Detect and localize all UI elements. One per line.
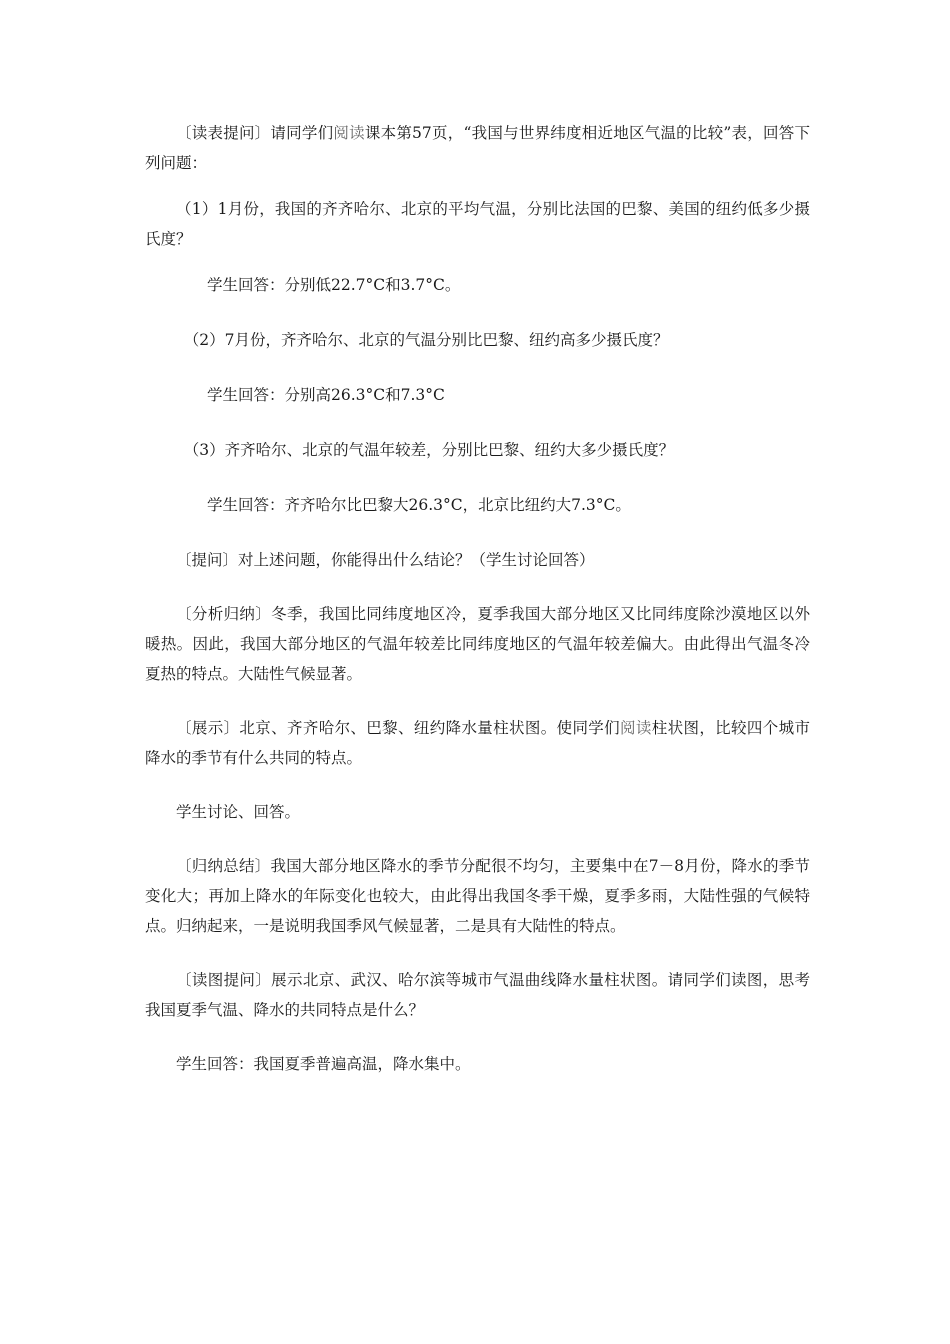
paragraph-analysis-summary: 〔分析归纳〕冬季，我国比同纬度地区冷，夏季我国大部分地区又比同纬度除沙漠地区以外暖热。因此，我国大部分地区的气温年较差比同纬度地区的气温年较差偏大。由此得出气温冬冷夏热的特点。大陆性气候显著。 xyxy=(145,605,810,683)
student-answer-3: 学生回答：齐齐哈尔比巴黎大26.3°C，北京比纽约大7.3°C。 xyxy=(207,496,631,514)
paragraph-read-chart-question: 〔读图提问〕展示北京、武汉、哈尔滨等城市气温曲线降水量柱状图。请同学们读图，思考我国夏季气温、降水的共同特点是什么？ xyxy=(145,971,810,1019)
paragraph-conclusion-summary: 〔归纳总结〕我国大部分地区降水的季节分配很不均匀，主要集中在7－8月份，降水的季节变化大；再加上降水的年际变化也较大，由此得出我国冬季干燥，夏季多雨，大陆性强的气候特点。归纳起来，一是说明我国季风气候显著，二是具有大陆性的特点。 xyxy=(145,857,810,935)
student-answer-1: 学生回答：分别低22.7°C和3.7°C。 xyxy=(207,276,461,294)
paragraph-text: 〔读表提问〕请同学们 xyxy=(176,124,334,142)
paragraph-question-conclusion: 〔提问〕对上述问题，你能得出什么结论？（学生讨论回答） xyxy=(176,551,595,569)
paragraph-text: 柱状图，比较四个城市降水的季节有什么共同的特点。 xyxy=(145,719,810,767)
paragraph-student-discussion: 学生讨论、回答。 xyxy=(176,803,301,821)
paragraph-text: 〔展示〕北京、齐齐哈尔、巴黎、纽约降水量柱状图。使同学们 xyxy=(176,719,621,737)
paragraph-read-table-question xyxy=(145,118,810,178)
student-answer-2: 学生回答：分别高26.3°C和7.3°C xyxy=(207,386,445,404)
question-2: （2）7月份，齐齐哈尔、北京的气温分别比巴黎、纽约高多少摄氏度？ xyxy=(183,331,669,349)
question-3: （3）齐齐哈尔、北京的气温年较差，分别比巴黎、纽约大多少摄氏度？ xyxy=(183,441,675,459)
read-link[interactable]: 阅读 xyxy=(333,124,365,142)
paragraph-text: 课本第57页，“我国与世界纬度相近地区气温的比较”表，回答下列问题： xyxy=(145,124,810,172)
paragraph-student-answer-final: 学生回答：我国夏季普遍高温，降水集中。 xyxy=(176,1055,471,1073)
read-link[interactable]: 阅读 xyxy=(620,719,652,737)
question-1: （1）1月份，我国的齐齐哈尔、北京的平均气温，分别比法国的巴黎、美国的纽约低多少摄氏度？ xyxy=(145,200,810,248)
document-body xyxy=(145,118,810,1103)
paragraph-display-chart xyxy=(145,713,810,773)
